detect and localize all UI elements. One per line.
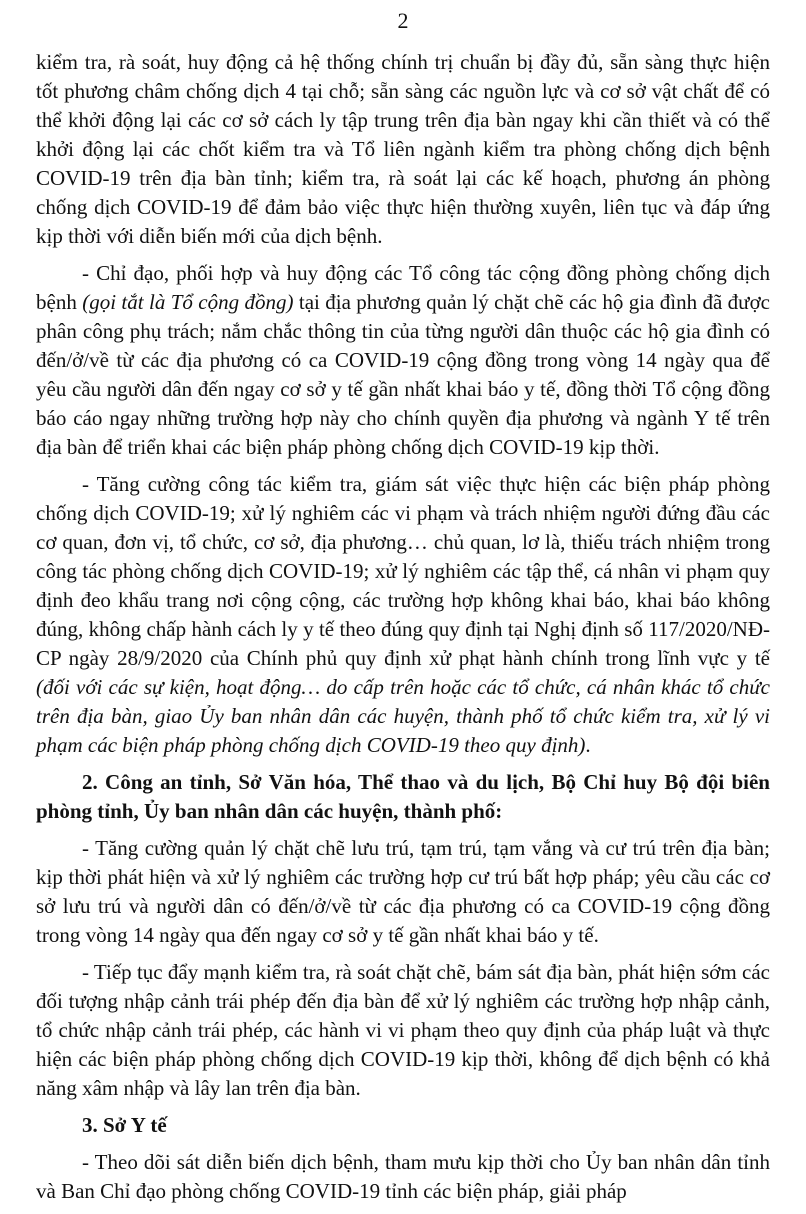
paragraph-italic-note: (gọi tắt là Tổ cộng đồng) xyxy=(82,290,294,314)
page-number: 2 xyxy=(397,8,409,33)
paragraph-text: - Tăng cường công tác kiểm tra, giám sát việc thực hiện các biện pháp phòng chống dịch COVID-19; xử lý nghiêm các vi phạm và trách nhiệm người đứng đầu các cơ quan, đơn vị, tổ chức, cơ sở, địa phương… chủ quan, lơ là, thiếu trách nhiệm trong công tác phòng chống dịch COVID-19; xử lý nghiêm các tập thể, cá nhân vi phạm quy định đeo khẩu trang nơi cộng cộng, các trường hợp không khai báo, khai báo không đúng, không chấp hành cách ly y tế theo đúng quy định tại Nghị định số 117/2020/NĐ-CP ngày 28/9/2020 của Chính phủ quy định xử phạt hành chính trong lĩnh vực y tế xyxy=(36,472,770,670)
paragraph-text: . xyxy=(585,733,591,757)
document-body xyxy=(36,48,770,1214)
paragraph-italic-note: (đối với các sự kiện, hoạt động… do cấp trên hoặc các tổ chức, cá nhân khác tổ chức trên địa bàn, giao Ủy ban nhân dân các huyện, thành phố tổ chức kiểm tra, xử lý vi phạm các biện pháp phòng chống dịch COVID-19 theo quy định) xyxy=(36,675,770,757)
paragraph-inspection xyxy=(36,470,770,760)
paragraph-text: - Chỉ đạo, phối hợp và huy động các Tổ công tác cộng đồng phòng chống dịch bệnh xyxy=(36,261,770,314)
paragraph-illegal-entry: - Tiếp tục đẩy mạnh kiểm tra, rà soát chặt chẽ, bám sát địa bàn, phát hiện sớm các đối tượng nhập cảnh trái phép đến địa bàn để xử lý nghiêm các trường hợp nhập cảnh, tổ chức nhập cảnh trái phép, các hành vi vi phạm theo quy định của pháp luật và thực hiện các biện pháp phòng chống dịch COVID-19 kịp thời, không để dịch bệnh có khả năng xâm nhập và lây lan trên địa bàn. xyxy=(36,960,770,1100)
paragraph-continuation: kiểm tra, rà soát, huy động cả hệ thống chính trị chuẩn bị đầy đủ, sẵn sàng thực hiện tốt phương châm chống dịch 4 tại chỗ; sẵn sàng các nguồn lực và cơ sở vật chất để có thể khởi động lại các cơ sở cách ly tập trung trên địa bàn ngay khi cần thiết và có thể khởi động lại các chốt kiểm tra và Tổ liên ngành kiểm tra phòng chống dịch bệnh COVID-19 trên địa bàn tỉnh; kiểm tra, rà soát lại các kế hoạch, phương án phòng chống dịch COVID-19 để đảm bảo việc thực hiện thường xuyên, liên tục và đáp ứng kịp thời với diễn biến mới của dịch bệnh. xyxy=(36,50,770,248)
paragraph-community-teams xyxy=(36,259,770,462)
section-heading-3: 3. Sở Y tế xyxy=(82,1113,167,1137)
paragraph-health-department: - Theo dõi sát diễn biến dịch bệnh, tham mưu kịp thời cho Ủy ban nhân dân tỉnh và Ban Chỉ đạo phòng chống COVID-19 tỉnh các biện pháp, giải pháp xyxy=(36,1150,770,1203)
paragraph-residence-management: - Tăng cường quản lý chặt chẽ lưu trú, tạm trú, tạm vắng và cư trú trên địa bàn; kịp thời phát hiện và xử lý nghiêm các trường hợp cư trú bất hợp pháp; yêu cầu các cơ sở lưu trú và người dân có đến/ở/về từ các địa phương có ca COVID-19 cộng đồng trong vòng 14 ngày qua đến ngay cơ sở y tế gần nhất khai báo y tế. xyxy=(36,836,770,947)
section-heading-2: 2. Công an tỉnh, Sở Văn hóa, Thể thao và du lịch, Bộ Chỉ huy Bộ đội biên phòng tỉnh, Ủy ban nhân dân các huyện, thành phố: xyxy=(36,770,770,823)
paragraph-text: tại địa phương quản lý chặt chẽ các hộ gia đình đã được phân công phụ trách; nắm chắc thông tin của từng người dân thuộc các hộ gia đình có đến/ở/về từ các địa phương có ca COVID-19 cộng đồng trong vòng 14 ngày qua để yêu cầu người dân đến ngay cơ sở y tế gần nhất khai báo y tế, đồng thời Tổ cộng đồng báo cáo ngay những trường hợp này cho chính quyền địa phương và ngành Y tế trên địa bàn để triển khai các biện pháp phòng chống dịch COVID-19 kịp thời. xyxy=(36,290,770,459)
